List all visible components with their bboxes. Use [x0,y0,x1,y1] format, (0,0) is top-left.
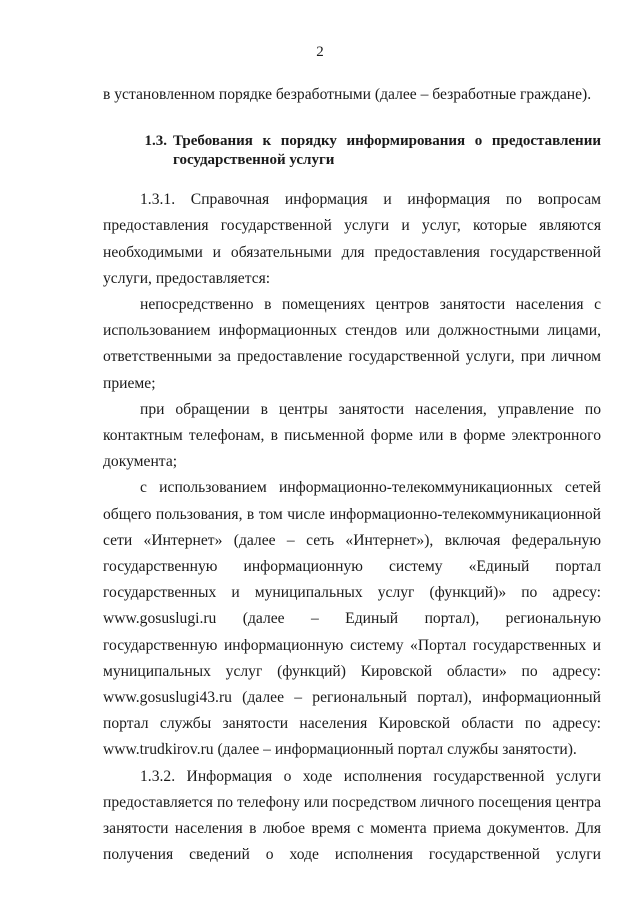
section-heading [103,132,601,170]
lead-line: в установленном порядке безработными (далее – безработные граждане). [103,86,592,103]
paragraph-1-3-1: 1.3.1. Справочная информация и информация по вопросам предоставления государственной услуги и услуг, которые являются необходимыми и обязательными для предоставления государственной услуги, предоставляется: [103,191,601,287]
paragraph-1-3-2: 1.3.2. Информация о ходе исполнения государственной услуги предоставляется по телефону или посредством личного посещения центра занятости населения в любое время с момента приема документов. Для получения сведений о ходе исполнения государственной услуги [103,767,601,864]
section-title: Требования к порядку информирования о предоставлении государственной услуги [173,133,601,169]
page-number: 2 [316,44,324,60]
paragraph-contact: при обращении в центры занятости населения, управление по контактным телефонам, в письменной форме или в форме электронного документа; [103,400,601,471]
paragraph-internet: с использованием информационно-телекоммуникационных сетей общего пользования, в том числе информационно-телекоммуникационной сети «Интернет» (далее – сеть «Интернет»), включая федеральную государственную информационную систему «Единый портал государственных и муниципальных услуг (функций)» по адресу: www.gosuslugi.ru (далее – Единый портал), региональную государственную информационную систему «Портал государственных и муниципальных услуг (функций) Кировской области» по адресу: www.gosuslugi43.ru (далее – региональный портал), информационный портал службы занятости населения Кировской области по адресу: www.trudkirov.ru (далее – информационный портал службы занятости). [103,479,601,759]
section-number: 1.3. [144,133,167,150]
document-body [103,82,601,868]
paragraph-premises: непосредственно в помещениях центров занятости населения с использованием информационных стендов или должностными лицами, ответственными за предоставление государственной услуги, при личном приеме; [103,296,601,392]
